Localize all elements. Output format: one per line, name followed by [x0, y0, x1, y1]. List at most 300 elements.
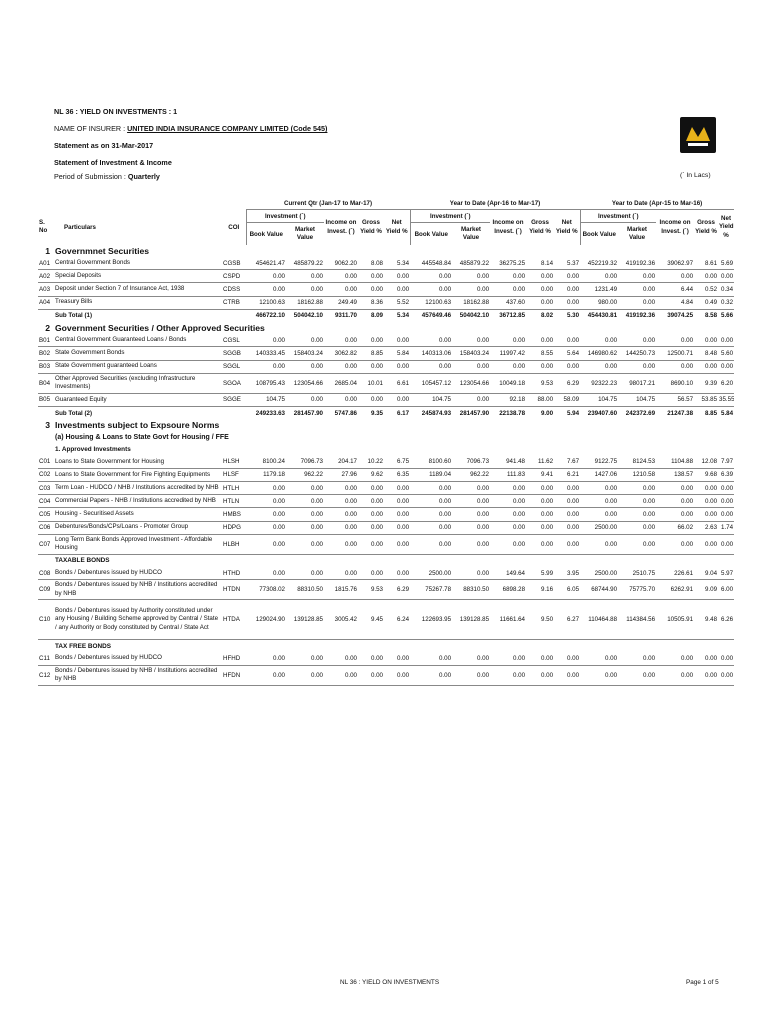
- row-value: 0.00: [618, 334, 656, 347]
- row-coi: SGGL: [222, 360, 246, 373]
- row-value: 5.84: [384, 347, 410, 360]
- row-coi: HTLH: [222, 482, 246, 495]
- row-particulars: Term Loan - HUDCO / NHB / Institutions accredited by NHB: [54, 482, 222, 495]
- row-value: 0.00: [580, 495, 618, 508]
- row-value: 0.00: [410, 534, 452, 554]
- row-particulars: Bonds / Debentures issued by HUDCO: [54, 567, 222, 580]
- row-value: 0.00: [490, 482, 526, 495]
- row-value: 0.00: [452, 283, 490, 296]
- row-value: 0.00: [286, 495, 324, 508]
- row-value: 144250.73: [618, 347, 656, 360]
- row-value: 0.00: [718, 495, 734, 508]
- row-value: 5.34: [384, 257, 410, 270]
- row-value: 0.00: [656, 652, 694, 665]
- row-value: 0.00: [452, 393, 490, 406]
- table-row: [38, 347, 734, 360]
- row-value: 0.00: [324, 393, 358, 406]
- row-value: 1427.06: [580, 468, 618, 481]
- row-value: 0.00: [452, 495, 490, 508]
- row-value: 140333.45: [246, 347, 286, 360]
- row-value: 0.00: [618, 360, 656, 373]
- section-heading: [38, 322, 734, 334]
- row-value: 111.83: [490, 468, 526, 481]
- subtotal-value: 457649.46: [421, 312, 452, 320]
- subtotal-value: 36712.85: [499, 312, 526, 320]
- subtotal-value: 8.58: [704, 312, 718, 320]
- section-heading: [38, 245, 734, 257]
- row-value: 123054.66: [452, 373, 490, 393]
- row-sno: C03: [38, 482, 54, 495]
- row-value: 129024.90: [246, 600, 286, 640]
- row-value: 5.64: [554, 347, 580, 360]
- row-value: 0.00: [358, 482, 384, 495]
- subtotal-value: 504042.10: [293, 312, 323, 320]
- row-value: 0.00: [246, 521, 286, 534]
- row-value: 0.00: [694, 270, 718, 283]
- row-particulars: Bonds / Debentures issued by Authority constituted under any Housing / Building Scheme approved by Central / State / any Authority or Body constituted by Central / State Act: [54, 600, 222, 640]
- subtotal-value: 5.30: [566, 312, 580, 320]
- table-row: [38, 652, 734, 665]
- row-value: 9.04: [694, 567, 718, 580]
- row-coi: HTDA: [222, 600, 246, 640]
- row-value: 3062.82: [324, 347, 358, 360]
- subtotal-value: 6.17: [396, 409, 410, 417]
- row-value: 0.00: [286, 482, 324, 495]
- table-row: [38, 495, 734, 508]
- row-value: 0.00: [554, 360, 580, 373]
- row-value: 0.00: [286, 652, 324, 665]
- row-coi: CTRB: [222, 296, 246, 309]
- row-value: 0.00: [694, 652, 718, 665]
- row-value: 0.00: [358, 534, 384, 554]
- row-value: 0.00: [358, 393, 384, 406]
- coi-header: COI: [228, 223, 240, 231]
- row-value: 1815.76: [324, 580, 358, 600]
- row-value: 0.00: [554, 521, 580, 534]
- row-value: 1179.18: [246, 468, 286, 481]
- row-value: 0.00: [554, 665, 580, 685]
- row-value: 0.00: [452, 665, 490, 685]
- row-coi: HLSH: [222, 456, 246, 469]
- table-row: [38, 296, 734, 309]
- row-value: 6.35: [384, 468, 410, 481]
- row-value: 39062.97: [656, 257, 694, 270]
- row-value: 0.00: [410, 665, 452, 685]
- group-heading: [38, 554, 734, 567]
- row-coi: SGGB: [222, 347, 246, 360]
- insurer-logo-icon: [680, 117, 716, 153]
- row-sno: C11: [38, 652, 54, 665]
- row-value: 0.00: [554, 296, 580, 309]
- row-value: 7.97: [718, 456, 734, 469]
- row-value: 6.00: [718, 580, 734, 600]
- row-value: 9.16: [526, 580, 554, 600]
- row-value: 9062.20: [324, 257, 358, 270]
- row-particulars: Loans to State Government for Fire Fighting Equipments: [54, 468, 222, 481]
- row-value: 9.45: [358, 600, 384, 640]
- row-value: 18162.88: [452, 296, 490, 309]
- row-value: 454621.47: [246, 257, 286, 270]
- row-particulars: Deposit under Section 7 of Insurance Act, 1938: [54, 283, 222, 296]
- row-particulars: Commercial Papers - NHB / Institutions accredited by NHB: [54, 495, 222, 508]
- row-value: 0.49: [694, 296, 718, 309]
- row-value: 0.00: [618, 495, 656, 508]
- row-value: 3.95: [554, 567, 580, 580]
- row-value: 58.09: [554, 393, 580, 406]
- subtotal-label: Sub Total (2): [55, 409, 93, 417]
- row-value: 0.00: [656, 334, 694, 347]
- row-value: 0.00: [286, 567, 324, 580]
- row-value: 5.69: [718, 257, 734, 270]
- insurer-name: UNITED INDIA INSURANCE COMPANY LIMITED (Code 545): [127, 124, 328, 133]
- subtotal-value: 5.84: [721, 409, 734, 417]
- table-header: [38, 197, 734, 245]
- row-value: 0.00: [324, 495, 358, 508]
- row-value: 0.00: [384, 495, 410, 508]
- row-value: 0.00: [286, 508, 324, 521]
- row-value: 0.00: [324, 534, 358, 554]
- row-value: 0.00: [384, 665, 410, 685]
- row-particulars: Treasury Bills: [54, 296, 222, 309]
- row-value: 123054.66: [286, 373, 324, 393]
- row-coi: HDPG: [222, 521, 246, 534]
- row-value: 1210.58: [618, 468, 656, 481]
- row-value: 9122.75: [580, 456, 618, 469]
- row-value: 0.00: [526, 508, 554, 521]
- row-value: 6.29: [554, 373, 580, 393]
- row-value: 0.00: [656, 360, 694, 373]
- row-value: 0.32: [718, 296, 734, 309]
- subtotal-value: 8.09: [370, 312, 383, 320]
- row-value: 0.00: [526, 495, 554, 508]
- row-particulars: Bonds / Debentures issued by NHB / Institutions accredited by NHB: [54, 580, 222, 600]
- investment-header-2: Investment (`): [410, 210, 490, 223]
- row-value: 0.00: [286, 360, 324, 373]
- row-value: 8.55: [526, 347, 554, 360]
- row-value: 12500.71: [656, 347, 694, 360]
- footer-title: NL 36 : YIELD ON INVESTMENTS: [340, 979, 440, 986]
- row-sno: C06: [38, 521, 54, 534]
- row-value: 0.00: [324, 482, 358, 495]
- row-particulars: Housing - Securitised Assets: [54, 508, 222, 521]
- row-sno: C02: [38, 468, 54, 481]
- table-row: [38, 567, 734, 580]
- row-value: 2500.00: [580, 567, 618, 580]
- subtotal-value: 454430.81: [587, 312, 618, 320]
- row-value: 88.00: [526, 393, 554, 406]
- row-value: 75775.70: [618, 580, 656, 600]
- row-sno: C12: [38, 665, 54, 685]
- net-yield-header-1: Net Yield %: [385, 219, 408, 235]
- table-row: [38, 257, 734, 270]
- row-value: 0.00: [618, 508, 656, 521]
- row-value: 0.00: [358, 567, 384, 580]
- row-value: 1231.49: [580, 283, 618, 296]
- table-row: [38, 665, 734, 685]
- row-value: 12.08: [694, 456, 718, 469]
- row-value: 0.00: [410, 508, 452, 521]
- row-value: 0.00: [490, 270, 526, 283]
- row-value: 92.18: [490, 393, 526, 406]
- row-value: 0.00: [410, 482, 452, 495]
- table-row: [38, 580, 734, 600]
- insurer-line: NAME OF INSURER : UNITED INDIA INSURANCE COMPANY LIMITED (Code 545): [54, 124, 328, 133]
- row-value: 110464.88: [580, 600, 618, 640]
- row-value: 0.00: [526, 521, 554, 534]
- row-value: 139128.85: [286, 600, 324, 640]
- row-value: 0.00: [384, 482, 410, 495]
- subtotal-value: 8.02: [540, 312, 554, 320]
- row-value: 0.00: [694, 495, 718, 508]
- group-heading: [38, 640, 734, 653]
- income-header-3: Income on Invest. (`): [659, 219, 691, 235]
- row-value: 0.00: [580, 334, 618, 347]
- row-sno: C07: [38, 534, 54, 554]
- row-value: 0.00: [490, 652, 526, 665]
- row-value: 0.00: [554, 534, 580, 554]
- row-value: 146980.62: [580, 347, 618, 360]
- row-value: 8124.53: [618, 456, 656, 469]
- investment-header-3: Investment (`): [580, 210, 656, 223]
- market-value-header-1: Market Value: [295, 225, 315, 242]
- subtotal-row: [38, 309, 734, 322]
- book-value-header-2: Book Value: [410, 223, 452, 245]
- row-value: 6.26: [718, 600, 734, 640]
- row-value: 0.00: [694, 534, 718, 554]
- row-sno: B02: [38, 347, 54, 360]
- row-coi: CSPD: [222, 270, 246, 283]
- row-value: 1.74: [718, 521, 734, 534]
- units-note: (` In Lacs): [680, 172, 711, 179]
- table-row: [38, 283, 734, 296]
- row-value: 2500.00: [580, 521, 618, 534]
- row-value: 0.00: [452, 521, 490, 534]
- table-row: [38, 270, 734, 283]
- row-value: 0.00: [452, 270, 490, 283]
- row-value: 0.00: [324, 508, 358, 521]
- row-value: 56.57: [656, 393, 694, 406]
- row-value: 149.64: [490, 567, 526, 580]
- table-row: [38, 468, 734, 481]
- row-value: 0.00: [656, 270, 694, 283]
- table-row: [38, 360, 734, 373]
- section-title: Governmnet Securities: [55, 245, 150, 256]
- row-value: 0.00: [580, 360, 618, 373]
- row-value: 0.00: [618, 652, 656, 665]
- row-coi: CGSB: [222, 257, 246, 270]
- row-value: 0.00: [324, 270, 358, 283]
- row-value: 2510.75: [618, 567, 656, 580]
- subtotal-value: 8.85: [704, 409, 718, 417]
- subtotal-value: 9.00: [540, 409, 554, 417]
- particulars-header: Particulars: [64, 223, 96, 231]
- row-value: 0.00: [694, 508, 718, 521]
- group-heading: [38, 444, 734, 456]
- row-value: 0.00: [526, 665, 554, 685]
- row-value: 8.08: [358, 257, 384, 270]
- row-value: 0.00: [246, 270, 286, 283]
- row-value: 4.84: [656, 296, 694, 309]
- row-value: 0.00: [410, 652, 452, 665]
- table-row: [38, 600, 734, 640]
- row-value: 10049.18: [490, 373, 526, 393]
- section-number: 3: [45, 420, 50, 431]
- row-value: 92322.23: [580, 373, 618, 393]
- row-value: 0.00: [324, 521, 358, 534]
- row-value: 0.00: [490, 495, 526, 508]
- section-number: 2: [45, 323, 50, 334]
- row-value: 0.00: [490, 521, 526, 534]
- row-value: 0.00: [246, 334, 286, 347]
- row-value: 0.00: [452, 567, 490, 580]
- row-value: 8.48: [694, 347, 718, 360]
- market-value-header-3: Market Value: [627, 225, 647, 242]
- row-value: 2.63: [694, 521, 718, 534]
- row-value: 0.00: [526, 360, 554, 373]
- row-value: 0.00: [324, 652, 358, 665]
- row-value: 0.00: [554, 334, 580, 347]
- ytd-previous-header: Year to Date (Apr-15 to Mar-16): [580, 197, 734, 210]
- row-value: 485879.22: [452, 257, 490, 270]
- row-value: 0.00: [656, 495, 694, 508]
- row-value: 0.00: [286, 534, 324, 554]
- row-value: 226.61: [656, 567, 694, 580]
- row-value: 6.05: [554, 580, 580, 600]
- subtotal-value: 5.66: [721, 312, 734, 320]
- subtotal-value: 281457.90: [293, 409, 323, 417]
- subtotal-value: 281457.90: [459, 409, 490, 417]
- row-value: 0.00: [718, 652, 734, 665]
- row-value: 452219.32: [580, 257, 618, 270]
- row-value: 3005.42: [324, 600, 358, 640]
- row-particulars: Bonds / Debentures issued by HUDCO: [54, 652, 222, 665]
- row-value: 0.00: [526, 482, 554, 495]
- row-sno: B01: [38, 334, 54, 347]
- table-row: [38, 521, 734, 534]
- current-qtr-header: Current Qtr (Jan-17 to Mar-17): [246, 197, 410, 210]
- row-value: 88310.50: [286, 580, 324, 600]
- row-value: 0.00: [490, 534, 526, 554]
- row-value: 8.36: [358, 296, 384, 309]
- row-value: 419192.36: [618, 257, 656, 270]
- row-value: 0.00: [554, 270, 580, 283]
- row-particulars: Loans to State Government for Housing: [54, 456, 222, 469]
- subsection-heading-label: (a) Housing & Loans to State Govt for Housing / FFE: [55, 433, 229, 441]
- row-sno: B03: [38, 360, 54, 373]
- row-value: 0.00: [410, 521, 452, 534]
- row-value: 11.62: [526, 456, 554, 469]
- row-value: 0.00: [384, 270, 410, 283]
- row-value: 0.00: [246, 495, 286, 508]
- row-value: 9.41: [526, 468, 554, 481]
- row-sno: C01: [38, 456, 54, 469]
- row-coi: HTHD: [222, 567, 246, 580]
- row-coi: HLSF: [222, 468, 246, 481]
- row-value: 105457.12: [410, 373, 452, 393]
- row-sno: A01: [38, 257, 54, 270]
- row-value: 0.00: [580, 534, 618, 554]
- section-number: 1: [45, 245, 50, 256]
- row-value: 104.75: [580, 393, 618, 406]
- row-value: 0.00: [358, 521, 384, 534]
- row-coi: CGSL: [222, 334, 246, 347]
- period-line: Period of Submission : Quarterly: [54, 172, 160, 181]
- row-value: 0.00: [694, 482, 718, 495]
- row-value: 122693.95: [410, 600, 452, 640]
- row-value: 0.00: [384, 283, 410, 296]
- row-value: 9.48: [694, 600, 718, 640]
- row-value: 0.00: [694, 665, 718, 685]
- row-value: 0.00: [554, 283, 580, 296]
- net-yield-header-2: Net Yield %: [555, 219, 578, 235]
- row-value: 0.00: [718, 360, 734, 373]
- row-value: 0.00: [324, 334, 358, 347]
- row-value: 0.00: [358, 665, 384, 685]
- subtotal-value: 22138.78: [499, 409, 526, 417]
- row-value: 0.00: [384, 508, 410, 521]
- row-value: 0.00: [358, 495, 384, 508]
- row-value: 12100.63: [246, 296, 286, 309]
- row-value: 0.00: [694, 360, 718, 373]
- row-value: 0.00: [246, 567, 286, 580]
- row-value: 0.00: [580, 482, 618, 495]
- row-value: 88310.50: [452, 580, 490, 600]
- row-value: 104.75: [246, 393, 286, 406]
- row-value: 6.20: [718, 373, 734, 393]
- row-coi: SGGE: [222, 393, 246, 406]
- subtotal-value: 5.94: [566, 409, 580, 417]
- row-value: 158403.24: [286, 347, 324, 360]
- row-value: 6.75: [384, 456, 410, 469]
- row-coi: HFDN: [222, 665, 246, 685]
- row-sno: A04: [38, 296, 54, 309]
- investment-header-1: Investment (`): [246, 210, 324, 223]
- row-sno: C09: [38, 580, 54, 600]
- row-value: 0.00: [490, 360, 526, 373]
- row-value: 0.00: [526, 296, 554, 309]
- row-value: 0.00: [358, 652, 384, 665]
- row-value: 962.22: [452, 468, 490, 481]
- subtotal-row: [38, 406, 734, 419]
- row-value: 204.17: [324, 456, 358, 469]
- row-value: 0.00: [490, 508, 526, 521]
- row-value: 9.39: [694, 373, 718, 393]
- row-value: 0.00: [410, 360, 452, 373]
- row-value: 0.00: [718, 508, 734, 521]
- row-value: 0.00: [452, 652, 490, 665]
- row-value: 0.00: [384, 360, 410, 373]
- subtotal-value: 419192.36: [625, 312, 656, 320]
- row-coi: HLBH: [222, 534, 246, 554]
- page-number: Page 1 of 5: [686, 979, 719, 986]
- row-value: 1189.04: [410, 468, 452, 481]
- subtotal-value: 466722.10: [255, 312, 285, 320]
- row-value: 941.48: [490, 456, 526, 469]
- row-coi: SGOA: [222, 373, 246, 393]
- row-particulars: State Government guaranteed Loans: [54, 360, 222, 373]
- subtotal-value: 39074.25: [667, 312, 694, 320]
- table-row: [38, 508, 734, 521]
- yield-table: [38, 197, 734, 686]
- row-value: 9.53: [526, 373, 554, 393]
- row-coi: HFHD: [222, 652, 246, 665]
- row-value: 0.00: [246, 482, 286, 495]
- row-value: 7.67: [554, 456, 580, 469]
- row-value: 249.49: [324, 296, 358, 309]
- row-value: 0.00: [246, 508, 286, 521]
- row-value: 0.00: [490, 283, 526, 296]
- row-value: 1104.88: [656, 456, 694, 469]
